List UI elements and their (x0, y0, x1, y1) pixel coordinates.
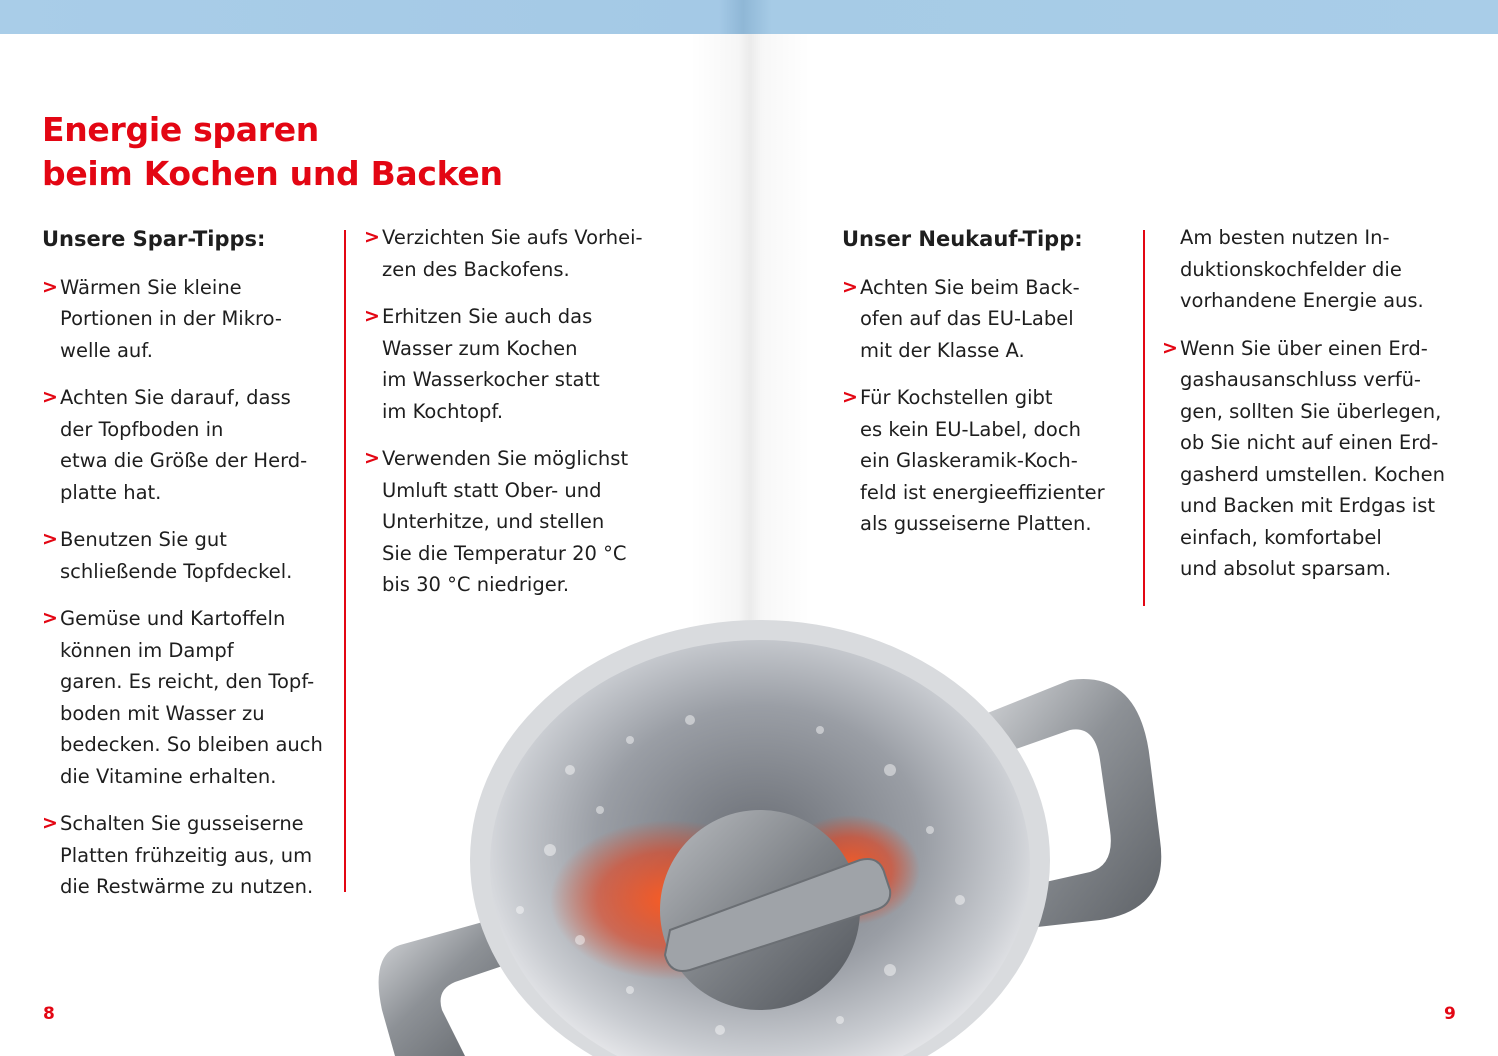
tip-line: bedecken. So bleiben auch (60, 733, 323, 756)
tip-line: Erhitzen Sie auch das (382, 305, 593, 328)
cooking-pot-image (370, 610, 1170, 1056)
tip-line: schließende Topfdeckel. (60, 559, 293, 583)
far-right-column (1144, 222, 1474, 601)
tip-line: können im Dampf (60, 638, 234, 662)
chevron-right-icon: > (1162, 336, 1178, 359)
tip-line: und Backen mit Erdgas ist (1180, 494, 1436, 517)
list-item (42, 808, 342, 903)
tip-line: Wenn Sie über einen Erd- (1180, 336, 1428, 360)
tip-line: gashausanschluss verfü- (1180, 368, 1421, 391)
top-color-band (0, 0, 1498, 34)
tip-line: Achten Sie beim Back- (860, 275, 1080, 299)
tip-line: platte hat. (60, 480, 162, 504)
list-item (42, 382, 342, 508)
title-line: Energie sparen (42, 110, 319, 149)
middle-column (364, 222, 684, 617)
tip-line: garen. Es reicht, den Topf- (60, 670, 315, 693)
tip-line: es kein EU-Label, doch (860, 417, 1081, 441)
tip-line: der Topfboden in (60, 417, 224, 441)
intro-line: duktionskochfelder die (1180, 257, 1402, 281)
tip-line: gasherd umstellen. Kochen (1180, 462, 1446, 486)
tip-line: Sie die Temperatur 20 °C (382, 541, 627, 565)
list-item (42, 524, 342, 587)
tip-line: Für Kochstellen gibt (860, 386, 1053, 409)
induction-intro (1144, 222, 1474, 317)
tip-line: die Restwärme zu nutzen. (60, 875, 314, 898)
tip-line: Schalten Sie gusseiserne (60, 812, 304, 835)
tip-line: im Wasserkocher statt (382, 368, 600, 391)
chevron-right-icon: > (42, 528, 58, 550)
tip-line: ein Glaskeramik-Koch- (860, 449, 1078, 472)
tip-line: als gusseiserne Platten. (860, 512, 1092, 535)
tip-line: Verzichten Sie aufs Vorhei- (382, 226, 643, 249)
list-item (42, 272, 342, 367)
title-line: beim Kochen und Backen (42, 154, 503, 193)
page-number-right: 9 (1444, 1004, 1456, 1024)
intro-line: vorhandene Energie aus. (1180, 289, 1424, 312)
tip-line: ob Sie nicht auf einen Erd- (1180, 431, 1439, 454)
tip-line: die Vitamine erhalten. (60, 764, 277, 788)
chevron-right-icon: > (364, 447, 380, 469)
chevron-right-icon: > (364, 305, 380, 327)
chevron-right-icon: > (42, 275, 58, 298)
left-column (42, 224, 342, 919)
list-item (364, 222, 684, 285)
tip-line: mit der Klasse A. (860, 338, 1025, 362)
chevron-right-icon: > (42, 607, 58, 629)
chevron-right-icon: > (364, 226, 380, 248)
list-item (1162, 333, 1474, 585)
tip-line: einfach, komfortabel (1180, 525, 1382, 549)
tip-line: etwa die Größe der Herd- (60, 449, 308, 472)
tip-line: Wärmen Sie kleine (60, 275, 242, 299)
chevron-right-icon: > (42, 386, 58, 408)
tip-line: Gemüse und Kartoffeln (60, 607, 286, 630)
column-divider (344, 230, 346, 892)
tip-line: boden mit Wasser zu (60, 701, 265, 725)
neukauf-tipp-heading: Unser Neukauf-Tipp: (842, 227, 1083, 251)
tip-line: Benutzen Sie gut (60, 528, 227, 551)
tip-line: welle auf. (60, 338, 153, 362)
tip-line: feld ist energieeffizienter (860, 480, 1105, 504)
page-number-left: 8 (43, 1004, 55, 1024)
chevron-right-icon: > (842, 386, 858, 408)
tip-line: Achten Sie darauf, dass (60, 386, 291, 409)
tip-line: Portionen in der Mikro- (60, 307, 282, 330)
tip-line: Verwenden Sie möglichst (382, 447, 629, 470)
chevron-right-icon: > (842, 275, 858, 298)
list-item (364, 443, 684, 601)
spar-tipps-heading: Unsere Spar-Tipps: (42, 227, 266, 251)
tip-line: gen, sollten Sie überlegen, (1180, 399, 1442, 423)
right-column (842, 224, 1132, 556)
tip-line: zen des Backofens. (382, 257, 570, 281)
tip-line: Platten frühzeitig aus, um (60, 843, 313, 867)
tip-line: im Kochtopf. (382, 399, 504, 423)
tip-line: Umluft statt Ober- und (382, 478, 602, 502)
tip-line: ofen auf das EU-Label (860, 307, 1074, 330)
list-item (42, 603, 342, 792)
tip-line: Wasser zum Kochen (382, 336, 578, 360)
page-title (42, 108, 503, 196)
list-item (842, 382, 1132, 540)
tip-line: bis 30 °C niedriger. (382, 573, 570, 596)
tip-line: und absolut sparsam. (1180, 557, 1392, 580)
list-item (842, 272, 1132, 367)
chevron-right-icon: > (42, 812, 58, 834)
list-item (364, 301, 684, 427)
intro-line: Am besten nutzen In- (1180, 226, 1390, 249)
tip-line: Unterhitze, und stellen (382, 510, 605, 533)
